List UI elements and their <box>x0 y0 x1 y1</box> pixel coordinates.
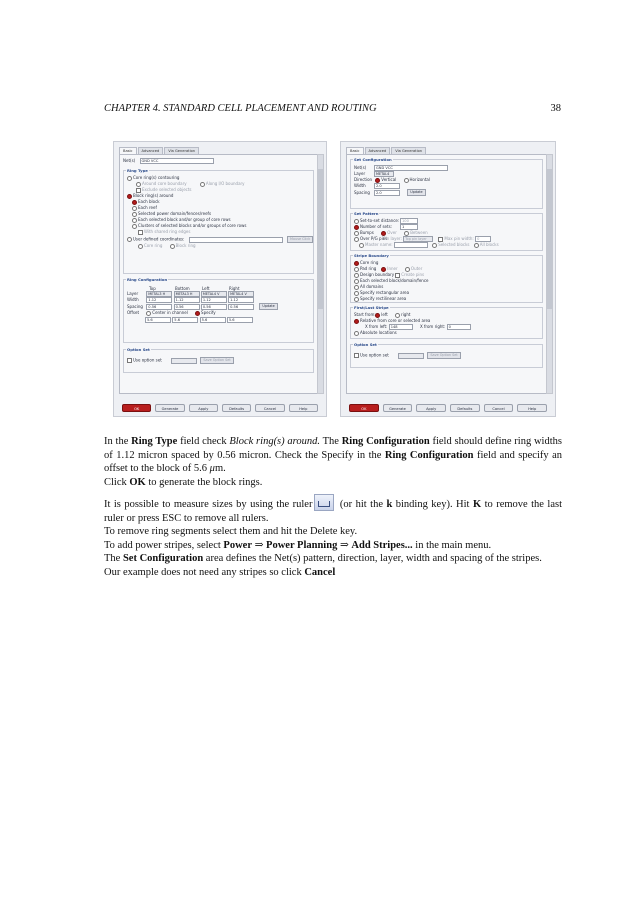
use-option-set[interactable]: Use option set Save Option Set <box>127 357 234 364</box>
add-stripes-dialog <box>340 141 556 417</box>
radio-selected-icon <box>375 178 380 183</box>
num-sets-input[interactable]: 1 <box>400 224 418 230</box>
specify-option[interactable]: Specify <box>195 310 216 315</box>
width-row: Width 1.12 1.12 1.12 1.12 <box>127 297 254 303</box>
option-set-title: Option Set <box>354 342 377 347</box>
width-row: Width 2.0 <box>354 183 400 189</box>
width-left-input[interactable]: 1.12 <box>201 297 227 303</box>
spacing-bottom-input[interactable]: 0.56 <box>174 304 200 310</box>
x-from-left-input[interactable]: 148 <box>389 324 413 330</box>
core-rings-option[interactable]: Core ring(s) contouring <box>127 175 179 181</box>
radio-icon <box>146 311 151 316</box>
radio-icon <box>404 231 409 236</box>
radio-icon <box>405 267 410 272</box>
stripe-boundary-title: Stripe Boundary <box>354 253 389 258</box>
paragraph-remove-segments: To remove ring segments select them and hit the Delete key. <box>104 526 358 537</box>
radio-icon <box>404 178 409 183</box>
ok-button[interactable]: OK <box>349 404 379 412</box>
master-name-input[interactable] <box>394 242 428 248</box>
selected-blocks-option[interactable]: Selected blocks <box>438 242 470 247</box>
radio-icon <box>395 313 400 318</box>
first-last-group <box>350 307 543 339</box>
each-selected-option[interactable]: Each selected block/domain/fence <box>354 278 429 284</box>
spacing-left-input[interactable]: 0.56 <box>201 304 227 310</box>
ruler-icon <box>314 494 334 511</box>
radio-icon <box>354 279 359 284</box>
inner-option[interactable]: Inner <box>387 266 398 271</box>
radio-selected-icon <box>375 313 380 318</box>
layer-select[interactable]: METAL4 <box>374 171 394 177</box>
page-header <box>104 103 561 114</box>
pad-ring-option[interactable]: Pad ring Inner Outer <box>354 266 422 272</box>
net-row: Net(s) GND VCC <box>354 165 448 171</box>
radio-icon <box>354 237 359 242</box>
direction-row: Direction Vertical Horizontal <box>354 177 430 182</box>
layer-left-select[interactable]: METAL4 V <box>201 291 227 297</box>
net-label: Net(s) <box>123 158 136 163</box>
spacing-top-input[interactable]: 0.56 <box>146 304 172 310</box>
radio-icon <box>354 285 359 290</box>
radio-selected-icon <box>354 319 359 324</box>
set-pattern-group <box>350 213 543 251</box>
tab-advanced[interactable]: Advanced <box>365 147 391 155</box>
offset-bottom-input[interactable]: 5.6 <box>172 317 198 323</box>
radio-icon <box>354 219 359 224</box>
x-from-right-input[interactable]: 0 <box>447 324 471 330</box>
radio-icon <box>354 291 359 296</box>
defaults-button[interactable]: Defaults <box>450 404 480 412</box>
over-option[interactable]: Over <box>387 230 397 235</box>
around-core-option[interactable]: Around core boundary Along I/O boundary <box>136 181 245 187</box>
radio-icon <box>474 243 479 248</box>
relative-option[interactable]: Relative from core or selected area <box>354 318 430 324</box>
radio-selected-icon <box>132 200 137 205</box>
right-option[interactable]: right <box>395 312 410 317</box>
bumps-option[interactable]: Bumps Over Between <box>354 230 428 236</box>
block-rings-option[interactable]: Block ring(s) around <box>127 193 173 199</box>
checkbox-icon <box>354 353 359 358</box>
apply-button[interactable]: Apply <box>416 404 446 412</box>
paragraph-set-config: The Set Configuration area defines the Net(s) pattern, direction, layer, width and spacing of the stripes. <box>104 553 542 564</box>
coordinates-input[interactable] <box>189 237 283 243</box>
checkbox-icon <box>136 188 141 193</box>
offset-row: Offset Center in channel Specify <box>127 310 216 315</box>
offset-left-input[interactable]: 5.6 <box>200 317 226 323</box>
paragraph-click-ok: Click OK to generate the block rings. <box>104 476 263 488</box>
set-to-set-input[interactable]: 100 <box>400 218 418 224</box>
update-button[interactable]: Update <box>407 189 425 196</box>
master-name-option[interactable]: Master name: Selected blocks All blocks <box>359 242 499 248</box>
button-bar <box>349 404 547 412</box>
absolute-option[interactable]: Absolute locations <box>354 330 397 336</box>
option-set-select[interactable] <box>171 358 197 364</box>
radio-selected-icon <box>354 261 359 266</box>
set-config-title: Set Configuration <box>354 157 392 162</box>
set-to-set-option[interactable]: Set-to-set distance: 100 <box>354 218 418 224</box>
apply-button[interactable]: Apply <box>189 404 218 412</box>
radio-icon <box>354 273 359 278</box>
design-boundary-option[interactable]: Design boundary Create pins <box>354 272 424 278</box>
help-button[interactable]: Help <box>289 404 318 412</box>
layer-right-select[interactable]: METAL4 V <box>228 291 254 297</box>
horizontal-option[interactable]: Horizontal <box>404 177 430 182</box>
tab-advanced[interactable]: Advanced <box>138 147 164 155</box>
all-blocks-option[interactable]: All blocks <box>479 242 499 247</box>
first-last-title: First/Last Stripe <box>354 305 389 310</box>
scrollbar[interactable] <box>546 154 553 394</box>
along-io-option[interactable]: Along I/O boundary <box>205 181 245 186</box>
user-defined-option[interactable]: User defined coordinates: Mouse Click <box>127 236 313 243</box>
body-text <box>104 435 562 579</box>
checkbox-icon <box>138 230 143 235</box>
save-option-button[interactable]: Save Option Set <box>427 352 460 359</box>
width-input[interactable]: 2.0 <box>374 183 400 189</box>
num-sets-option[interactable]: Number of sets: 1 <box>354 224 418 230</box>
radio-icon <box>132 224 137 229</box>
page-number: 38 <box>550 103 561 114</box>
col-top: Top <box>149 286 156 291</box>
generate-button[interactable]: Generate <box>155 404 184 412</box>
x-offsets-row: X from left: 148 X from right: 0 <box>365 324 471 330</box>
radio-selected-icon <box>195 311 200 316</box>
width-bottom-input[interactable]: 1.12 <box>174 297 200 303</box>
option-set-select[interactable] <box>398 353 424 359</box>
offset-values-row <box>145 317 253 323</box>
ring-config-group <box>123 279 314 343</box>
radio-icon <box>354 297 359 302</box>
col-bottom: Bottom <box>175 286 190 291</box>
specify-rect-option[interactable]: Specify rectangular area <box>354 290 409 296</box>
paragraph-ruler: It is possible to measure sizes by using the ruler (or hit the k binding key). Hit K to remove the last ruler or press ESC to remove all rulers. <box>104 494 562 525</box>
scrollbar-thumb[interactable] <box>318 169 323 309</box>
button-bar <box>122 404 318 412</box>
radio-icon <box>359 243 364 248</box>
checkbox-icon <box>395 273 400 278</box>
max-pin-width-input[interactable]: 0 <box>475 236 491 242</box>
exclude-selected-option[interactable]: Exclude selected objects <box>136 187 192 193</box>
help-button[interactable]: Help <box>517 404 547 412</box>
ok-button[interactable]: OK <box>122 404 151 412</box>
dialog-panel <box>119 154 318 394</box>
net-row <box>123 158 214 164</box>
core-ring-option[interactable]: Core ring <box>354 260 378 266</box>
center-channel-option[interactable]: Center in channel <box>146 310 187 315</box>
radio-icon <box>127 176 132 181</box>
each-selected-option[interactable]: Each selected block and/or group of core rows <box>132 217 231 223</box>
paragraph-ring-type: In the Ring Type field check Block ring(s) around. The Ring Configuration field should define ring widths of 1.12 micron spaced by 0.56 micron. Check the Specify in the Ring Configuration field and specify an offset to the block of 5.6 μm. <box>104 436 562 474</box>
create-pins-option[interactable]: Create pins <box>401 272 425 277</box>
radio-selected-icon <box>127 194 132 199</box>
radio-icon <box>200 182 205 187</box>
layer-row: Layer METAL3 H METAL3 H METAL4 V METAL4 V <box>127 291 254 297</box>
radio-selected-icon <box>381 267 386 272</box>
outer-option[interactable]: Outer <box>410 266 423 271</box>
spacing-input[interactable]: 2.0 <box>374 190 400 196</box>
radio-icon <box>127 237 132 242</box>
between-option[interactable]: Between <box>410 230 428 235</box>
net-input[interactable]: GND VCC <box>374 165 448 171</box>
checkbox-icon <box>127 358 132 363</box>
tab-via-generation[interactable]: Via Generation <box>164 147 199 155</box>
add-rings-dialog <box>113 141 327 417</box>
ring-type-group <box>123 170 314 274</box>
block-ring-option[interactable]: Block ring <box>170 243 196 248</box>
set-pattern-title: Set Pattern <box>354 211 379 216</box>
option-set-group <box>123 349 314 373</box>
each-reef-option[interactable]: Each reef <box>132 205 157 211</box>
generate-button[interactable]: Generate <box>383 404 413 412</box>
cancel-button[interactable]: Cancel <box>484 404 514 412</box>
checkbox-icon <box>438 237 443 242</box>
defaults-button[interactable]: Defaults <box>222 404 251 412</box>
left-option[interactable]: left <box>375 312 387 317</box>
scrollbar[interactable] <box>317 154 324 394</box>
option-set-group <box>350 344 543 368</box>
ring-type-title: Ring Type <box>127 168 148 173</box>
clusters-option[interactable]: Clusters of selected blocks and/or groups of core rows <box>132 223 246 229</box>
tab-via-generation[interactable]: Via Generation <box>391 147 426 155</box>
offset-top-input[interactable]: 5.6 <box>145 317 171 323</box>
radio-icon <box>354 231 359 236</box>
spacing-row: Spacing 2.0 Update <box>354 189 426 196</box>
update-button[interactable]: Update <box>259 303 277 310</box>
tab-basic[interactable]: Basic <box>346 147 364 155</box>
width-top-input[interactable]: 1.12 <box>146 297 172 303</box>
radio-icon <box>136 182 141 187</box>
radio-icon <box>354 331 359 336</box>
mouse-click-button[interactable]: Mouse Click <box>287 236 313 243</box>
core-ring-option[interactable]: Core ring Block ring <box>138 243 196 249</box>
stripe-boundary-group <box>350 255 543 303</box>
spacing-right-input[interactable]: 0.56 <box>228 304 254 310</box>
radio-icon <box>170 244 175 249</box>
layer-bottom-select[interactable]: METAL3 H <box>174 291 200 297</box>
net-input[interactable]: GND VCC <box>140 158 214 164</box>
vertical-option[interactable]: Vertical <box>375 177 396 182</box>
radio-icon <box>354 267 359 272</box>
tab-basic[interactable]: Basic <box>119 147 137 155</box>
width-right-input[interactable]: 1.12 <box>228 297 254 303</box>
radio-icon <box>132 206 137 211</box>
cancel-button[interactable]: Cancel <box>255 404 284 412</box>
radio-icon <box>432 243 437 248</box>
paragraph-add-stripes: To add power stripes, select Power ⇒ Power Planning ⇒ Add Stripes... in the main menu. <box>104 539 492 551</box>
col-left: Left <box>202 286 210 291</box>
layer-top-select[interactable]: METAL3 H <box>146 291 172 297</box>
spacing-row: Spacing 0.56 0.56 0.56 0.56 Update <box>127 303 278 310</box>
use-option-set[interactable]: Use option set Save Option Set <box>354 352 461 359</box>
max-pin-width-label: Max pin width: <box>438 236 473 241</box>
dialog-panel <box>346 154 547 394</box>
specify-rectilinear-option[interactable]: Specify rectilinear area <box>354 296 406 302</box>
over-pg-option[interactable]: Over P/G pins Pin layer: Top pin layer Max pin width: 0 <box>354 236 491 242</box>
option-set-title: Option Set <box>127 347 150 352</box>
radio-icon <box>132 218 137 223</box>
offset-right-input[interactable]: 5.6 <box>227 317 253 323</box>
layer-row: Layer METAL4 <box>354 171 394 177</box>
radio-icon <box>132 212 137 217</box>
paragraph-cancel: Our example does not need any stripes so click Cancel <box>104 566 336 578</box>
start-from-row: Start from: left right <box>354 312 411 317</box>
with-shared-option[interactable]: With shared ring edges <box>138 229 190 235</box>
pin-layer-select[interactable]: Top pin layer <box>403 236 433 242</box>
each-block-option[interactable]: Each block <box>132 199 160 205</box>
chapter-title: CHAPTER 4. STANDARD CELL PLACEMENT AND ROUTING <box>104 103 377 114</box>
save-option-button[interactable]: Save Option Set <box>200 357 233 364</box>
all-domains-option[interactable]: All domains <box>354 284 383 290</box>
scrollbar-thumb[interactable] <box>547 169 552 309</box>
col-right: Right <box>229 286 240 291</box>
radio-selected-icon <box>354 225 359 230</box>
set-config-group <box>350 159 543 209</box>
selected-power-option[interactable]: Selected power domain/fences/reefs <box>132 211 211 217</box>
radio-icon <box>138 244 143 249</box>
ring-config-title: Ring Configuration <box>127 277 168 282</box>
radio-selected-icon <box>381 231 386 236</box>
